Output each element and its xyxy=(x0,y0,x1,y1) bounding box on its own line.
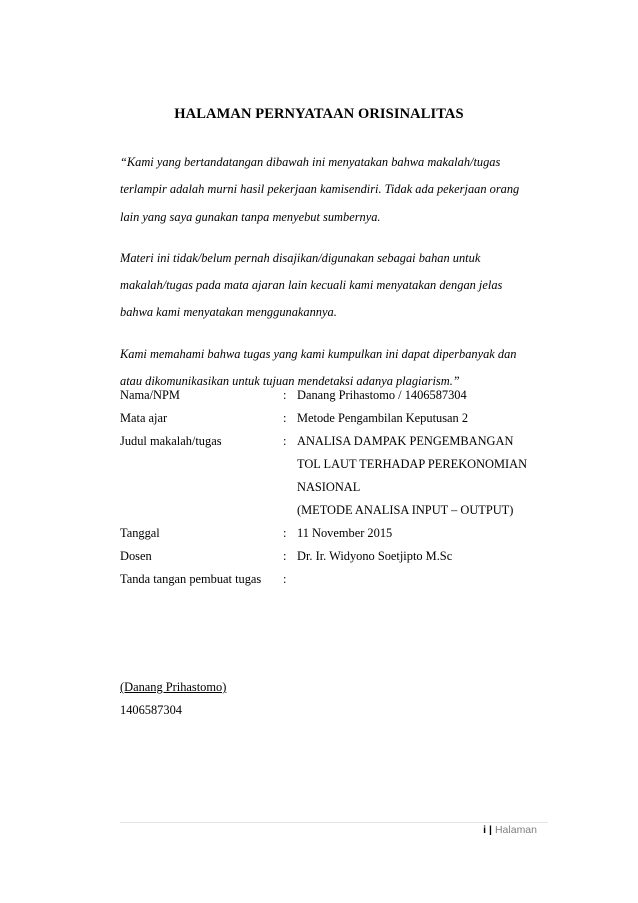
footer-separator: | xyxy=(489,824,492,836)
field-row-dosen xyxy=(120,545,527,568)
statement-paragraph xyxy=(120,245,550,327)
field-value xyxy=(297,407,468,430)
field-row-tanggal xyxy=(120,522,527,545)
signer-name: (Danang Prihastomo) xyxy=(120,680,227,694)
info-table xyxy=(120,384,527,591)
field-colon: : xyxy=(283,572,287,586)
field-label: Tanda tangan pembuat tugas xyxy=(120,572,262,586)
statement-line: Kami memahami bahwa tugas yang kami kumpulkan ini dapat diperbanyak dan xyxy=(120,346,517,361)
field-row-tanda-tangan xyxy=(120,568,527,591)
field-value-line: Danang Prihastomo / 1406587304 xyxy=(297,388,467,402)
statement-line: lain yang saya gunakan tanpa menyebut sumbernya. xyxy=(120,209,381,224)
field-label: Mata ajar xyxy=(120,411,168,425)
statement-line: terlampir adalah murni hasil pekerjaan kamisendiri. Tidak ada pekerjaan orang xyxy=(120,182,520,197)
field-colon: : xyxy=(283,526,287,540)
field-colon: : xyxy=(283,434,287,448)
field-label: Dosen xyxy=(120,549,152,563)
field-colon: : xyxy=(283,411,287,425)
field-value-line: NASIONAL xyxy=(297,480,361,494)
footer-divider xyxy=(120,822,548,823)
field-value xyxy=(297,430,527,522)
signer-npm: 1406587304 xyxy=(120,703,182,717)
statement-line: Materi ini tidak/belum pernah disajikan/digunakan sebagai bahan untuk xyxy=(120,250,481,265)
page-label: Halaman xyxy=(494,824,537,836)
field-value-line: TOL LAUT TERHADAP PEREKONOMIAN xyxy=(297,457,528,471)
field-colon: : xyxy=(283,549,287,563)
field-label: Tanggal xyxy=(120,526,160,540)
field-value-line: (METODE ANALISA INPUT – OUTPUT) xyxy=(297,503,514,517)
field-value-line: ANALISA DAMPAK PENGEMBANGAN xyxy=(297,434,514,448)
page-footer xyxy=(483,824,537,836)
statement-line: “Kami yang bertandatangan dibawah ini menyatakan bahwa makalah/tugas xyxy=(120,155,501,169)
page-number: i xyxy=(483,824,487,836)
field-label: Nama/NPM xyxy=(120,388,180,402)
field-label: Judul makalah/tugas xyxy=(120,434,222,448)
field-value xyxy=(297,522,392,545)
statement-paragraph xyxy=(120,149,550,231)
statement-line: makalah/tugas pada mata ajaran lain kecuali kami menyatakan dengan jelas xyxy=(120,278,503,293)
field-value-line: Dr. Ir. Widyono Soetjipto M.Sc xyxy=(297,549,453,563)
field-value-line: Metode Pengambilan Keputusan 2 xyxy=(297,411,469,425)
field-colon: : xyxy=(283,388,287,402)
statement-block xyxy=(120,149,550,409)
statement-line: bahwa kami menyatakan menggunakannya. xyxy=(120,305,337,320)
signer-block xyxy=(120,676,226,722)
field-row-judul xyxy=(120,430,527,522)
page-title: HALAMAN PERNYATAAN ORISINALITAS xyxy=(174,106,464,122)
field-value-line: 11 November 2015 xyxy=(297,526,393,540)
field-row-mata-ajar xyxy=(120,407,527,430)
field-value xyxy=(297,545,452,568)
field-row-nama xyxy=(120,384,527,407)
field-value xyxy=(297,384,467,407)
statement-line: atau dikomunikasikan untuk tujuan mendetaksi adanya plagiarism.” xyxy=(120,374,460,389)
